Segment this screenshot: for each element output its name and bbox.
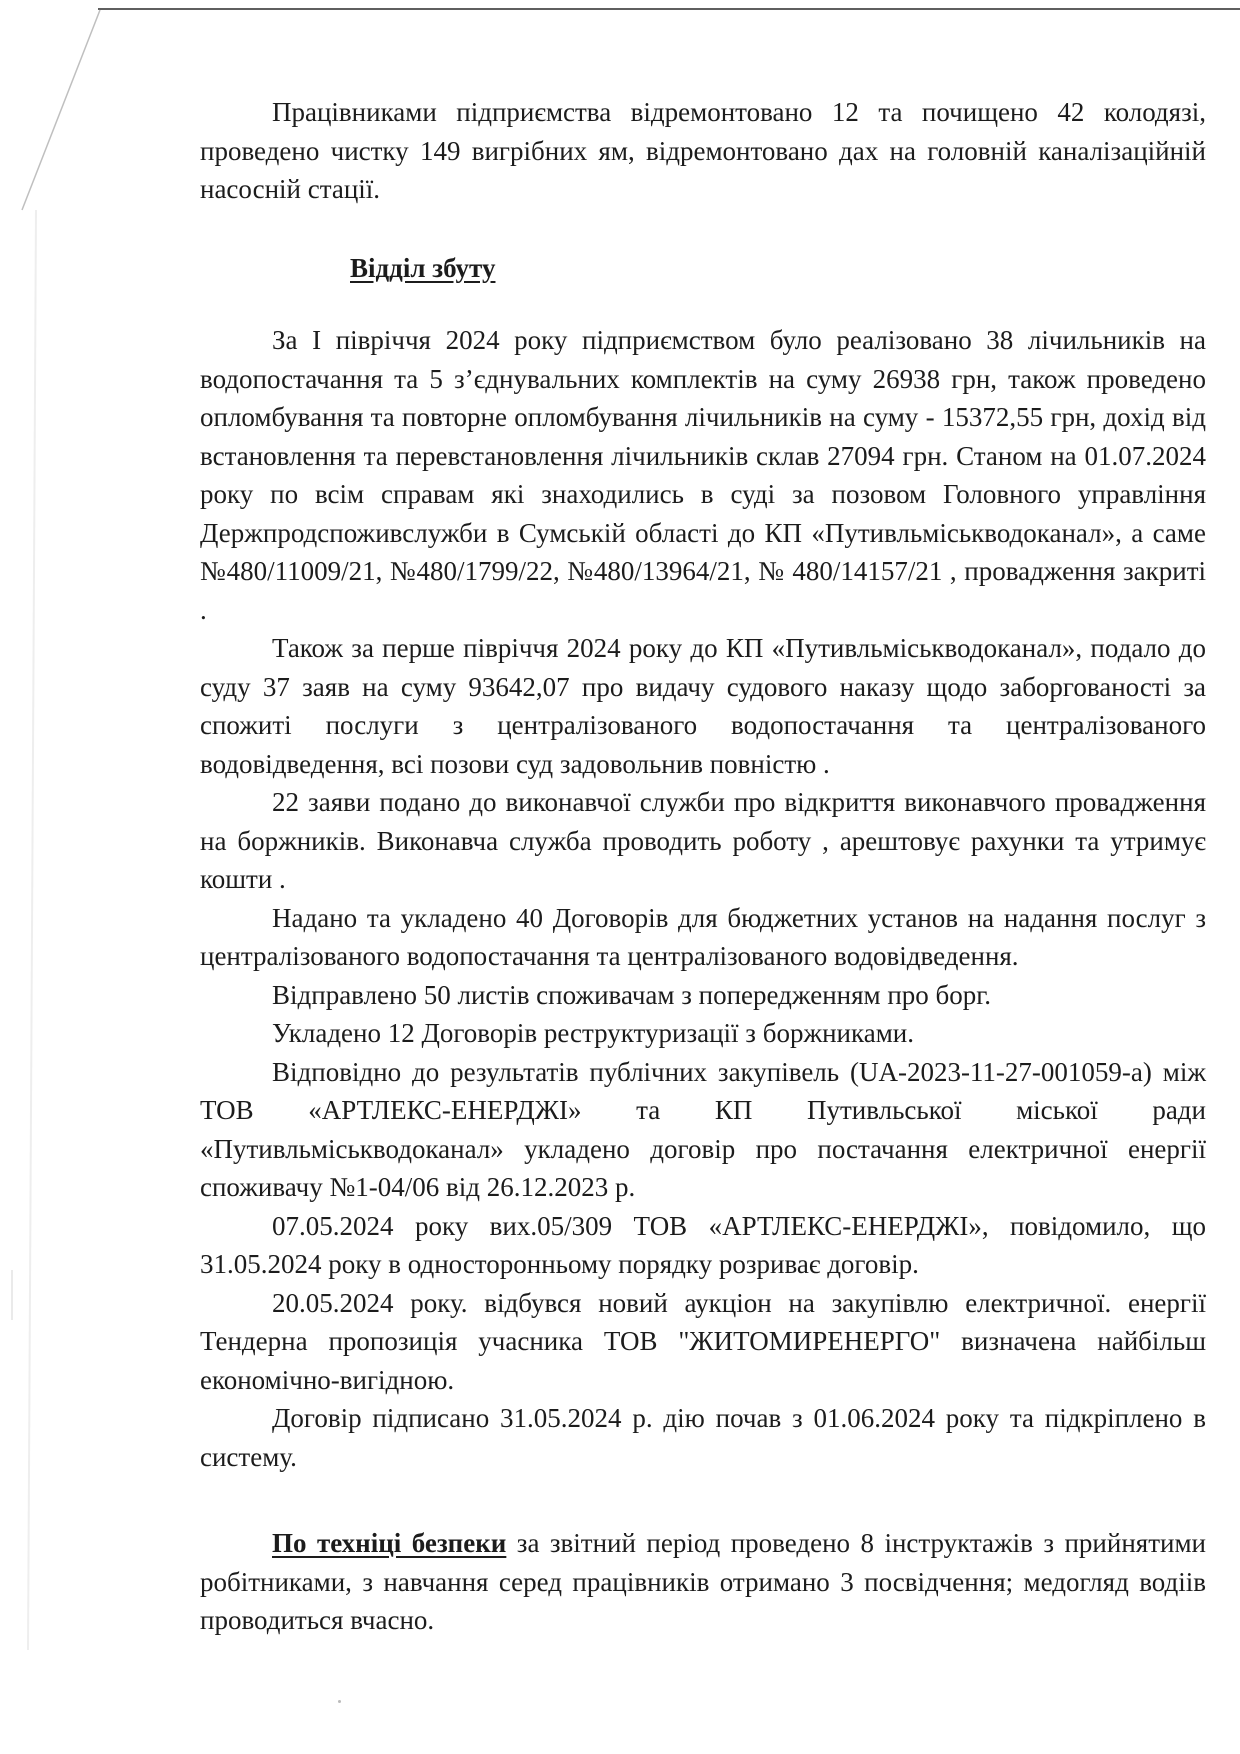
sales-paragraph: 20.05.2024 року. відбувся новий аукціон на закупівлю електричної. енергії Тендерна пропозиція учасника ТОВ "ЖИТОМИРЕНЕРГО" визначена найбільш економічно-вигідною. — [200, 1287, 1206, 1395]
sales-paragraph: Укладено 12 Договорів реструктуризації з боржниками. — [272, 1018, 914, 1048]
sales-department-heading: Відділ збуту — [350, 252, 496, 283]
safety-text: за звітний період проведено 8 інструктажів з прийнятими робітниками, з навчання серед працівників отримано 3 посвідчення; медогляд водіів проводиться вчасно. — [200, 1528, 1206, 1635]
sales-paragraph: Також за перше півріччя 2024 року до КП «Путивльміськводоканал», подало до суду 37 заяв на суму 93642,07 про видачу судового наказу щодо заборгованості за спожиті послуги з централізованого водопостачання та централізованого водовідведення, всі позови суд задовольнив повністю . — [200, 633, 1206, 779]
sales-paragraph: 07.05.2024 року вих.05/309 ТОВ «АРТЛЕКС-ЕНЕРДЖІ», повідомило, що 31.05.2024 року в односторонньому порядку розриває договір. — [200, 1210, 1206, 1279]
safety-paragraph — [200, 1524, 1206, 1640]
scan-speck — [338, 1700, 341, 1703]
scan-top-border — [98, 8, 1240, 10]
sales-paragraph: 22 заяви подано до виконавчої служби про відкриття виконавчого провадження на боржників. Виконавча служба проводить роботу , арештовує рахунки та утримує кошти . — [200, 787, 1206, 894]
sales-paragraph: За I півріччя 2024 року підприємством було реалізовано 38 лічильників на водопостачання та 5 з’єднувальних комплектів на суму 26938 грн, також проведено опломбування та повторне опломбування лічильників на суму - 15372,55 грн, дохід від встановлення та перевстановлення лічильників склав 27094 грн. Станом на 01.07.2024 року по всім справам які знаходились в суді за позовом Головного управління Держпродспоживслужби в Сумській області до КП «Путивльміськводоканал», а саме №480/11009/21, №480/1799/22, №480/13964/21, № 480/14157/21 , провадження закриті . — [200, 325, 1206, 625]
sales-paragraph: Надано та укладено 40 Договорів для бюджетних установ на надання послуг з централізованого водопостачання та централізованого водовідведення. — [200, 902, 1206, 971]
safety-heading: По техніці безпеки — [272, 1528, 507, 1558]
sales-paragraph: Відповідно до результатів публічних закупівель (UA-2023-11-27-001059-a) між ТОВ «АРТЛЕКС-ЕНЕРДЖІ» та КП Путивльської міської ради «Путивльміськводоканал» укладено договір про постачання електричної енергії споживачу №1-04/06 від 26.12.2023 р. — [200, 1056, 1206, 1202]
document-body — [200, 93, 1206, 1640]
intro-paragraph: Працівниками підприємства відремонтовано 12 та почищено 42 колодязі, проведено чистку 149 вигрібних ям, відремонтовано дах на головній каналізаційній насосній стації. — [200, 97, 1206, 204]
sales-paragraph: Відправлено 50 листів споживачам з попередженням про борг. — [272, 979, 992, 1010]
sales-paragraph: Договір підписано 31.05.2024 р. дію почав з 01.06.2024 року та підкріплено в систему. — [200, 1403, 1206, 1472]
